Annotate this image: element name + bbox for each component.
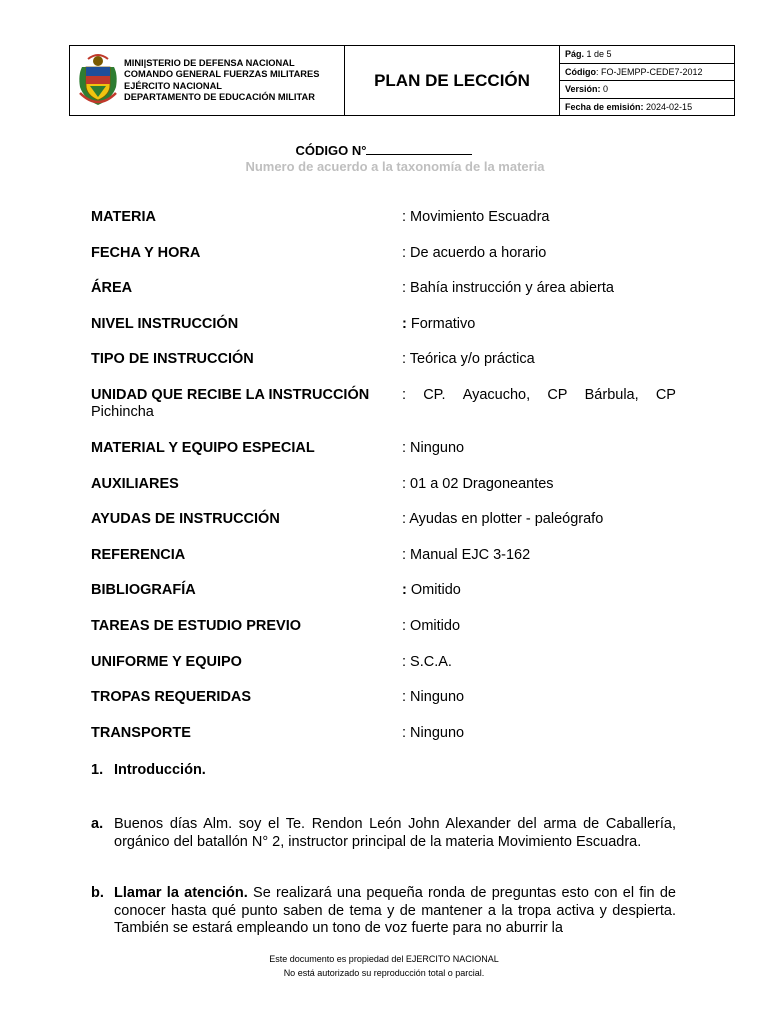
paragraph-a — [91, 816, 676, 851]
paragraph-lead: Llamar la atención. — [114, 885, 248, 901]
field-value: : Ayudas en plotter - paleógrafo — [402, 511, 604, 528]
org-line: EJÉRCITO NACIONAL — [124, 80, 222, 91]
field-label: AUXILIARES — [91, 475, 179, 492]
code-number-line: CÓDIGO N° — [0, 142, 768, 158]
field-area — [91, 280, 676, 316]
field-value: : Teórica y/o práctica — [402, 351, 535, 368]
field-value: : Manual EJC 3-162 — [402, 546, 531, 563]
field-value: : Omitido — [402, 617, 461, 634]
field-tipo-instruccion — [91, 351, 676, 387]
page-number: Pág. 1 de 5 — [560, 46, 735, 64]
field-material-equipo — [91, 440, 676, 476]
paragraph-text: Llamar la atención. Se realizará una pequeña ronda de preguntas esto con el fin de conocer hasta qué punto saben de tema y de mantener a la tropa activa y despierta. También se estará empleando un tono de voz fuerte para no aburrir la — [114, 885, 676, 936]
paragraph-b — [91, 885, 676, 939]
field-label: TROPAS REQUERIDAS — [91, 689, 252, 706]
document-code: Código: FO-JEMPP-CEDE7-2012 — [560, 63, 735, 81]
document-title: PLAN DE LECCIÓN — [345, 46, 560, 116]
field-value: : Formativo — [402, 315, 476, 332]
field-materia — [91, 209, 676, 245]
field-label: TRANSPORTE — [91, 724, 191, 741]
field-label: ÁREA — [91, 280, 133, 297]
field-value: : Bahía instrucción y área abierta — [402, 280, 614, 297]
field-label: UNIDAD QUE RECIBE LA INSTRUCCIÓN — [91, 386, 370, 403]
organization-name — [124, 58, 319, 104]
field-tareas — [91, 618, 676, 654]
document-header — [69, 45, 735, 116]
lesson-fields — [91, 209, 676, 760]
field-referencia — [91, 547, 676, 583]
org-line: MINI|STERIO DE DEFENSA NACIONAL — [124, 57, 295, 68]
field-nivel-instruccion — [91, 316, 676, 352]
field-value: : CP. Ayacucho, CP Bárbula, CP — [402, 386, 676, 403]
field-value: : Ninguno — [402, 439, 465, 456]
field-ayudas — [91, 511, 676, 547]
code-blank-line — [366, 142, 472, 155]
org-line: DEPARTAMENTO DE EDUCACIÓN MILITAR — [124, 92, 315, 102]
code-subtitle: Numero de acuerdo a la taxonomía de la materia — [245, 159, 545, 174]
field-bibliografia — [91, 582, 676, 618]
field-value-continuation: Pichincha — [91, 403, 154, 420]
paragraph-marker: a. — [91, 816, 104, 832]
field-unidad — [91, 387, 676, 440]
field-label: BIBLIOGRAFÍA — [91, 582, 196, 599]
field-value: : Ninguno — [402, 724, 465, 741]
field-label: TIPO DE INSTRUCCIÓN — [91, 351, 254, 368]
field-label: MATERIAL Y EQUIPO ESPECIAL — [91, 439, 315, 456]
army-crest-icon — [76, 53, 120, 109]
section-title: Introducción. — [114, 762, 206, 778]
section-number: 1. — [91, 762, 104, 778]
field-label: FECHA Y HORA — [91, 244, 201, 261]
field-tropas — [91, 689, 676, 725]
issue-date: Fecha de emisión: 2024-02-15 — [560, 98, 735, 116]
field-label: AYUDAS DE INSTRUCCIÓN — [91, 511, 280, 528]
organization-cell — [70, 46, 345, 116]
document-version: Versión: 0 — [560, 81, 735, 99]
field-value: : Ninguno — [402, 689, 465, 706]
field-value: : De acuerdo a horario — [402, 244, 547, 261]
field-label: TAREAS DE ESTUDIO PREVIO — [91, 617, 302, 634]
field-label: MATERIA — [91, 209, 156, 225]
field-transporte — [91, 725, 676, 761]
footer-line: No está autorizado su reproducción total o parcial. — [283, 968, 485, 978]
paragraph-marker: b. — [91, 885, 104, 901]
org-line: COMANDO GENERAL FUERZAS MILITARES — [124, 69, 320, 79]
field-auxiliares — [91, 476, 676, 512]
paragraph-text: Buenos días Alm. soy el Te. Rendon León John Alexander del arma de Caballería, orgánico del batallón N° 2, instructor principal de la materia Movimiento Escuadra. — [114, 816, 676, 850]
field-label: REFERENCIA — [91, 546, 186, 563]
field-value: : 01 a 02 Dragoneantes — [402, 475, 554, 492]
footer — [0, 952, 768, 980]
field-label: NIVEL INSTRUCCIÓN — [91, 315, 239, 332]
field-value: : Movimiento Escuadra — [402, 209, 550, 225]
field-uniforme — [91, 654, 676, 690]
field-label: UNIFORME Y EQUIPO — [91, 653, 242, 670]
section-heading — [91, 762, 206, 778]
footer-line: Este documento es propiedad del EJERCITO NACIONAL — [269, 954, 499, 964]
field-value: : S.C.A. — [402, 653, 452, 670]
field-value: : Omitido — [402, 582, 461, 599]
field-fecha-hora — [91, 245, 676, 281]
